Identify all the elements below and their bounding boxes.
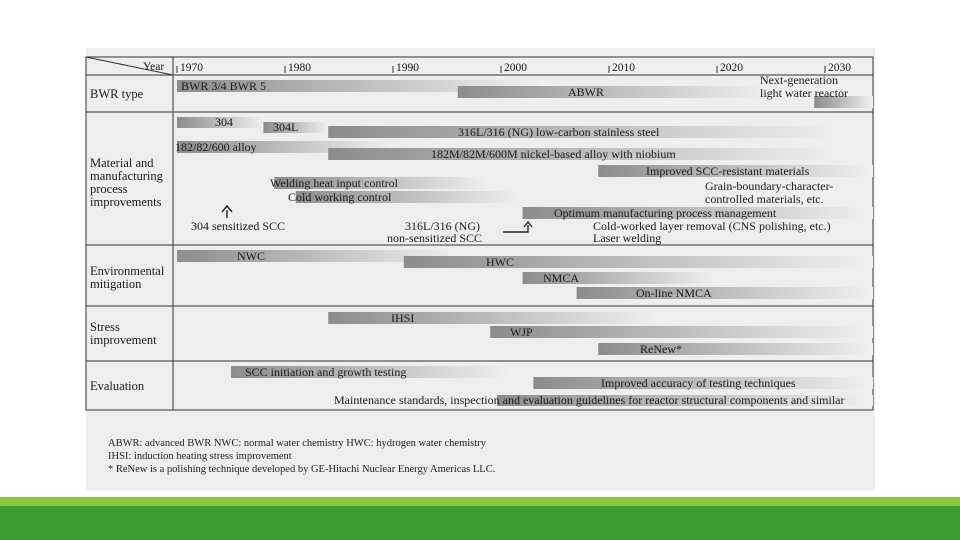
svg-text:Material and: Material and [90,156,154,170]
arrow-bent-icon [503,222,532,232]
bar-label-ihsi: IHSI [391,311,415,325]
bar-label-scc_res: Improved SCC-resistant materials [646,164,810,178]
svg-text:light water reactor: light water reactor [760,86,848,100]
bar-label-nmca: NMCA [543,271,580,285]
row-label-evaluation: Evaluation [90,379,145,393]
bar-label-bwr34: BWR 3/4 BWR 5 [181,79,267,93]
svg-text:improvements: improvements [90,195,162,209]
svg-text:manufacturing: manufacturing [90,169,163,183]
bar-label-abwr: ABWR [568,85,604,99]
svg-text:Grain-boundary-character-: Grain-boundary-character- [705,179,834,193]
laser-welding-label: Laser welding [593,231,662,245]
row-label-bwr-type: BWR type [90,87,144,101]
year-header: Year [143,61,165,73]
bar-abwr [458,86,771,98]
bar-label-m304: 304 [215,115,233,129]
bar-label-renew: ReNew* [640,342,682,356]
row-label-material [90,156,164,209]
svg-text:improvement: improvement [90,333,157,347]
year-label: 2000 [504,62,527,74]
year-label: 2030 [828,62,851,74]
svg-text:controlled materials, etc.: controlled materials, etc. [705,192,824,206]
svg-text:Next-generation: Next-generation [760,73,838,87]
bar-label-m182m: 182M/82M/600M nickel-based alloy with niobium [431,147,676,161]
bar-olnmca [577,287,873,299]
bar-label-weld: Welding heat input control [270,176,399,190]
bar-label-hwc: HWC [486,255,514,269]
timeline-bars [175,79,873,407]
arrow-up-icon [222,206,232,218]
row-label-environmental [90,264,165,291]
bar-label-m304l: 304L [273,120,299,134]
bar-ihsi [328,312,663,324]
svg-text:Environmental: Environmental [90,264,165,278]
year-label: 1980 [288,62,311,74]
year-axis [177,62,851,74]
svg-text:Stress: Stress [90,320,120,334]
bar-label-accuracy: Improved accuracy of testing techniques [601,376,796,390]
footnotes [108,437,708,476]
bar-label-m316: 316L/316 (NG) low-carbon stainless steel [458,125,660,139]
cold-worked-layer-label: Cold-worked layer removal (CNS polishing, etc.) [593,219,831,233]
footnote-abbreviations: ABWR: advanced BWR NWC: normal water chemistry HWC: hydrogen water chemistry [108,438,486,449]
bar-label-wjp: WJP [510,325,533,339]
year-label: 1970 [180,62,203,74]
bar-label-olnmca: On-line NMCA [636,286,712,300]
bar-label-nwc: NWC [237,249,265,263]
footer-band-light [0,497,960,506]
grain-boundary-label [705,179,833,206]
footnote-ihsi: IHSI: induction heating stress improvement [108,451,292,462]
bar-label-m182: 182/82/600 alloy [175,140,257,154]
svg-text:316L/316 (NG): 316L/316 (NG) [405,219,480,233]
non-sensitized-label [387,219,482,245]
bar-label-cold: Cold working control [288,190,392,204]
sensitized-304-label: 304 sensitized SCC [191,219,286,233]
footer-band-dark [0,506,960,540]
year-label: 2020 [720,62,743,74]
row-label-stress [90,320,157,347]
bar-label-optimum: Optimum manufacturing process management [554,206,777,220]
year-label: 1990 [396,62,419,74]
svg-text:process: process [90,182,128,196]
bar-label-maint: Maintenance standards, inspection and evaluation guidelines for reactor structural components and similar [334,393,845,407]
svg-text:mitigation: mitigation [90,277,142,291]
bar-hwc [404,256,873,268]
bar-wjp [490,326,873,338]
year-label: 2010 [612,62,635,74]
footnote-renew: * ReNew is a polishing technique developed by GE-Hitachi Nuclear Energy Americas LLC. [108,464,496,475]
svg-text:non-sensitized SCC: non-sensitized SCC [387,231,482,245]
next-generation-label [760,73,848,100]
bar-label-scctest: SCC initiation and growth testing [245,365,407,379]
